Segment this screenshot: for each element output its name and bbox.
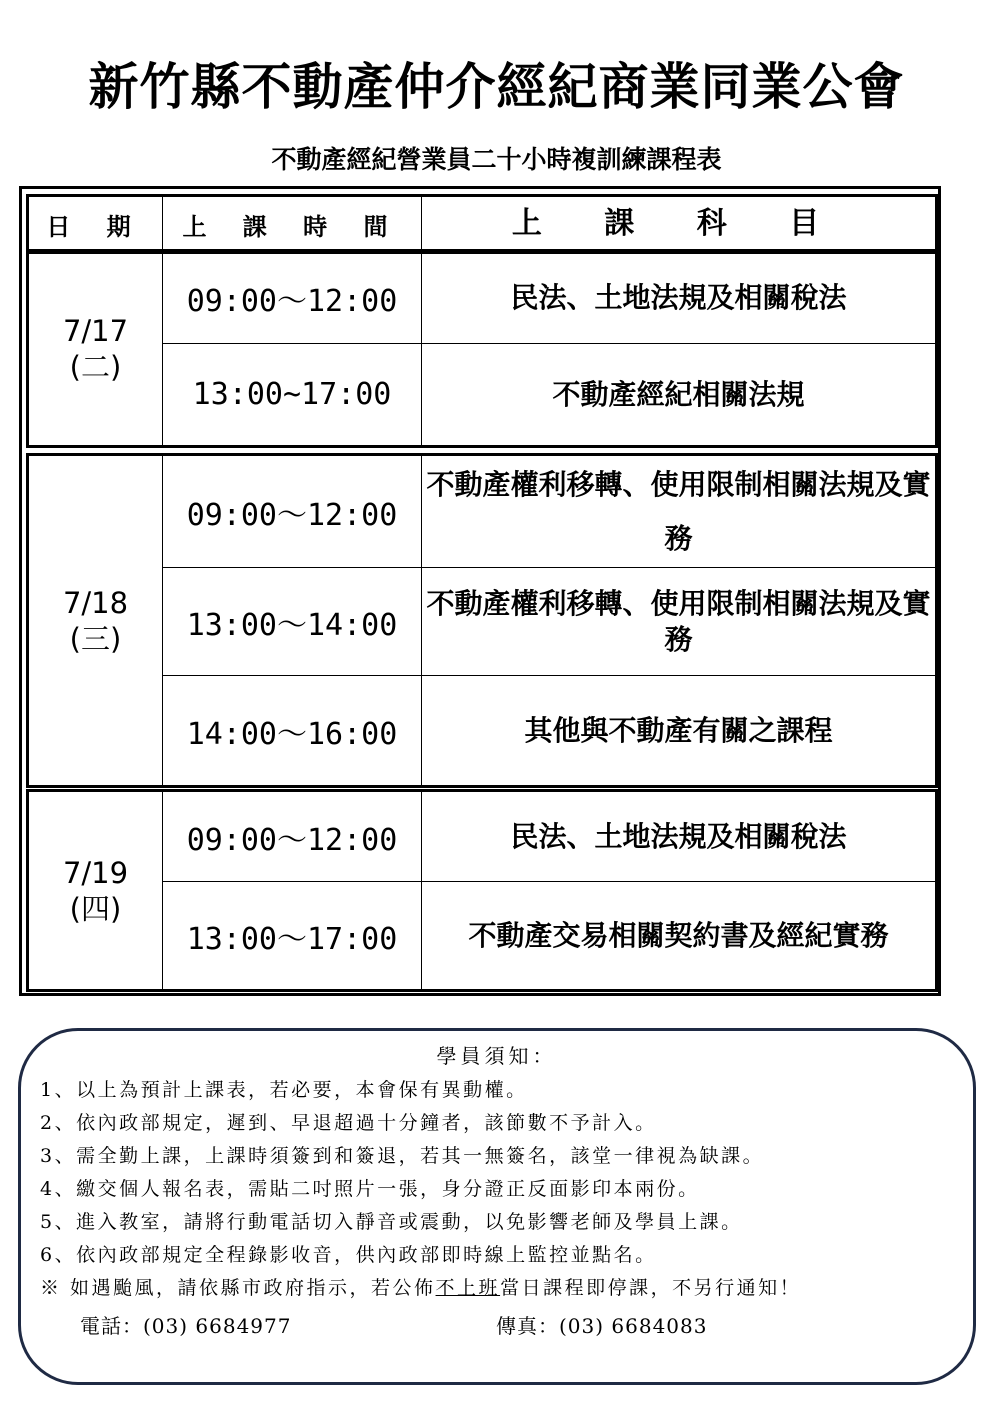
time-cell: 09:00～12:00 [163, 456, 422, 568]
weekday-label: (三) [69, 621, 122, 656]
time-cell: 13:00~17:00 [163, 344, 422, 446]
subject-cell: 不動產權利移轉、使用限制相關法規及實務 [422, 456, 936, 568]
subject-cell: 其他與不動產有關之課程 [422, 676, 936, 786]
subject-cell: 不動產權利移轉、使用限制相關法規及實務 [422, 568, 936, 676]
typhoon-suffix: 當日課程即停課，不另行通知！ [500, 1277, 802, 1299]
weekday-label: (四) [69, 891, 122, 926]
date-label: 7/17 [62, 313, 129, 348]
subject-cell: 民法、土地法規及相關稅法 [422, 252, 936, 344]
date-label: 7/18 [62, 585, 129, 620]
notice-title: 學員須知： [436, 1044, 557, 1068]
typhoon-notice [40, 1272, 970, 1305]
time-cell: 09:00～12:00 [163, 792, 422, 882]
page-subtitle: 不動產經紀營業員二十小時複訓練課程表 [271, 145, 722, 174]
time-cell: 13:00～14:00 [163, 568, 422, 676]
date-cell [29, 456, 163, 786]
time-cell: 09:00～12:00 [163, 252, 422, 344]
fax-number: 傳真：(03) 6684083 [496, 1314, 708, 1338]
column-header-subject: 上 課 科 目 [422, 197, 936, 252]
schedule-day-block [28, 791, 936, 990]
notice-item: 6、依內政部規定全程錄影收音，供內政部即時線上監控並點名。 [40, 1244, 657, 1266]
schedule-day-block [28, 251, 936, 446]
subject-cell: 不動產交易相關契約書及經紀實務 [422, 882, 936, 990]
time-cell: 13:00～17:00 [163, 882, 422, 990]
notice-list [40, 1074, 970, 1305]
notice-item: 3、需全勤上課，上課時須簽到和簽退，若其一無簽名，該堂一律視為缺課。 [40, 1145, 765, 1167]
subject-cell: 不動產經紀相關法規 [422, 344, 936, 446]
notice-item: 1、以上為預計上課表，若必要，本會保有異動權。 [40, 1079, 528, 1101]
time-cell: 14:00～16:00 [163, 676, 422, 786]
column-header-date: 日 期 [29, 197, 163, 252]
notice-item: 4、繳交個人報名表，需貼二吋照片一張，身分證正反面影印本兩份。 [40, 1178, 700, 1200]
date-cell [29, 252, 163, 446]
typhoon-prefix: ※ 如遇颱風，請依縣市政府指示，若公佈 [40, 1277, 436, 1299]
subject-cell: 民法、土地法規及相關稅法 [422, 792, 936, 882]
notice-item: 5、進入教室，請將行動電話切入靜音或震動，以免影響老師及學員上課。 [40, 1211, 743, 1233]
date-cell [29, 792, 163, 990]
date-label: 7/19 [62, 855, 129, 890]
column-header-time: 上 課 時 間 [163, 197, 422, 252]
page-title: 新竹縣不動產仲介經紀商業同業公會 [88, 58, 905, 116]
schedule-header [28, 196, 936, 252]
weekday-label: (二) [69, 349, 122, 384]
notice-item: 2、依內政部規定，遲到、早退超過十分鐘者，該節數不予計入。 [40, 1112, 657, 1134]
phone-number: 電話：(03) 6684977 [80, 1314, 292, 1338]
schedule-day-block [28, 455, 936, 786]
typhoon-underlined: 不上班 [435, 1277, 501, 1299]
